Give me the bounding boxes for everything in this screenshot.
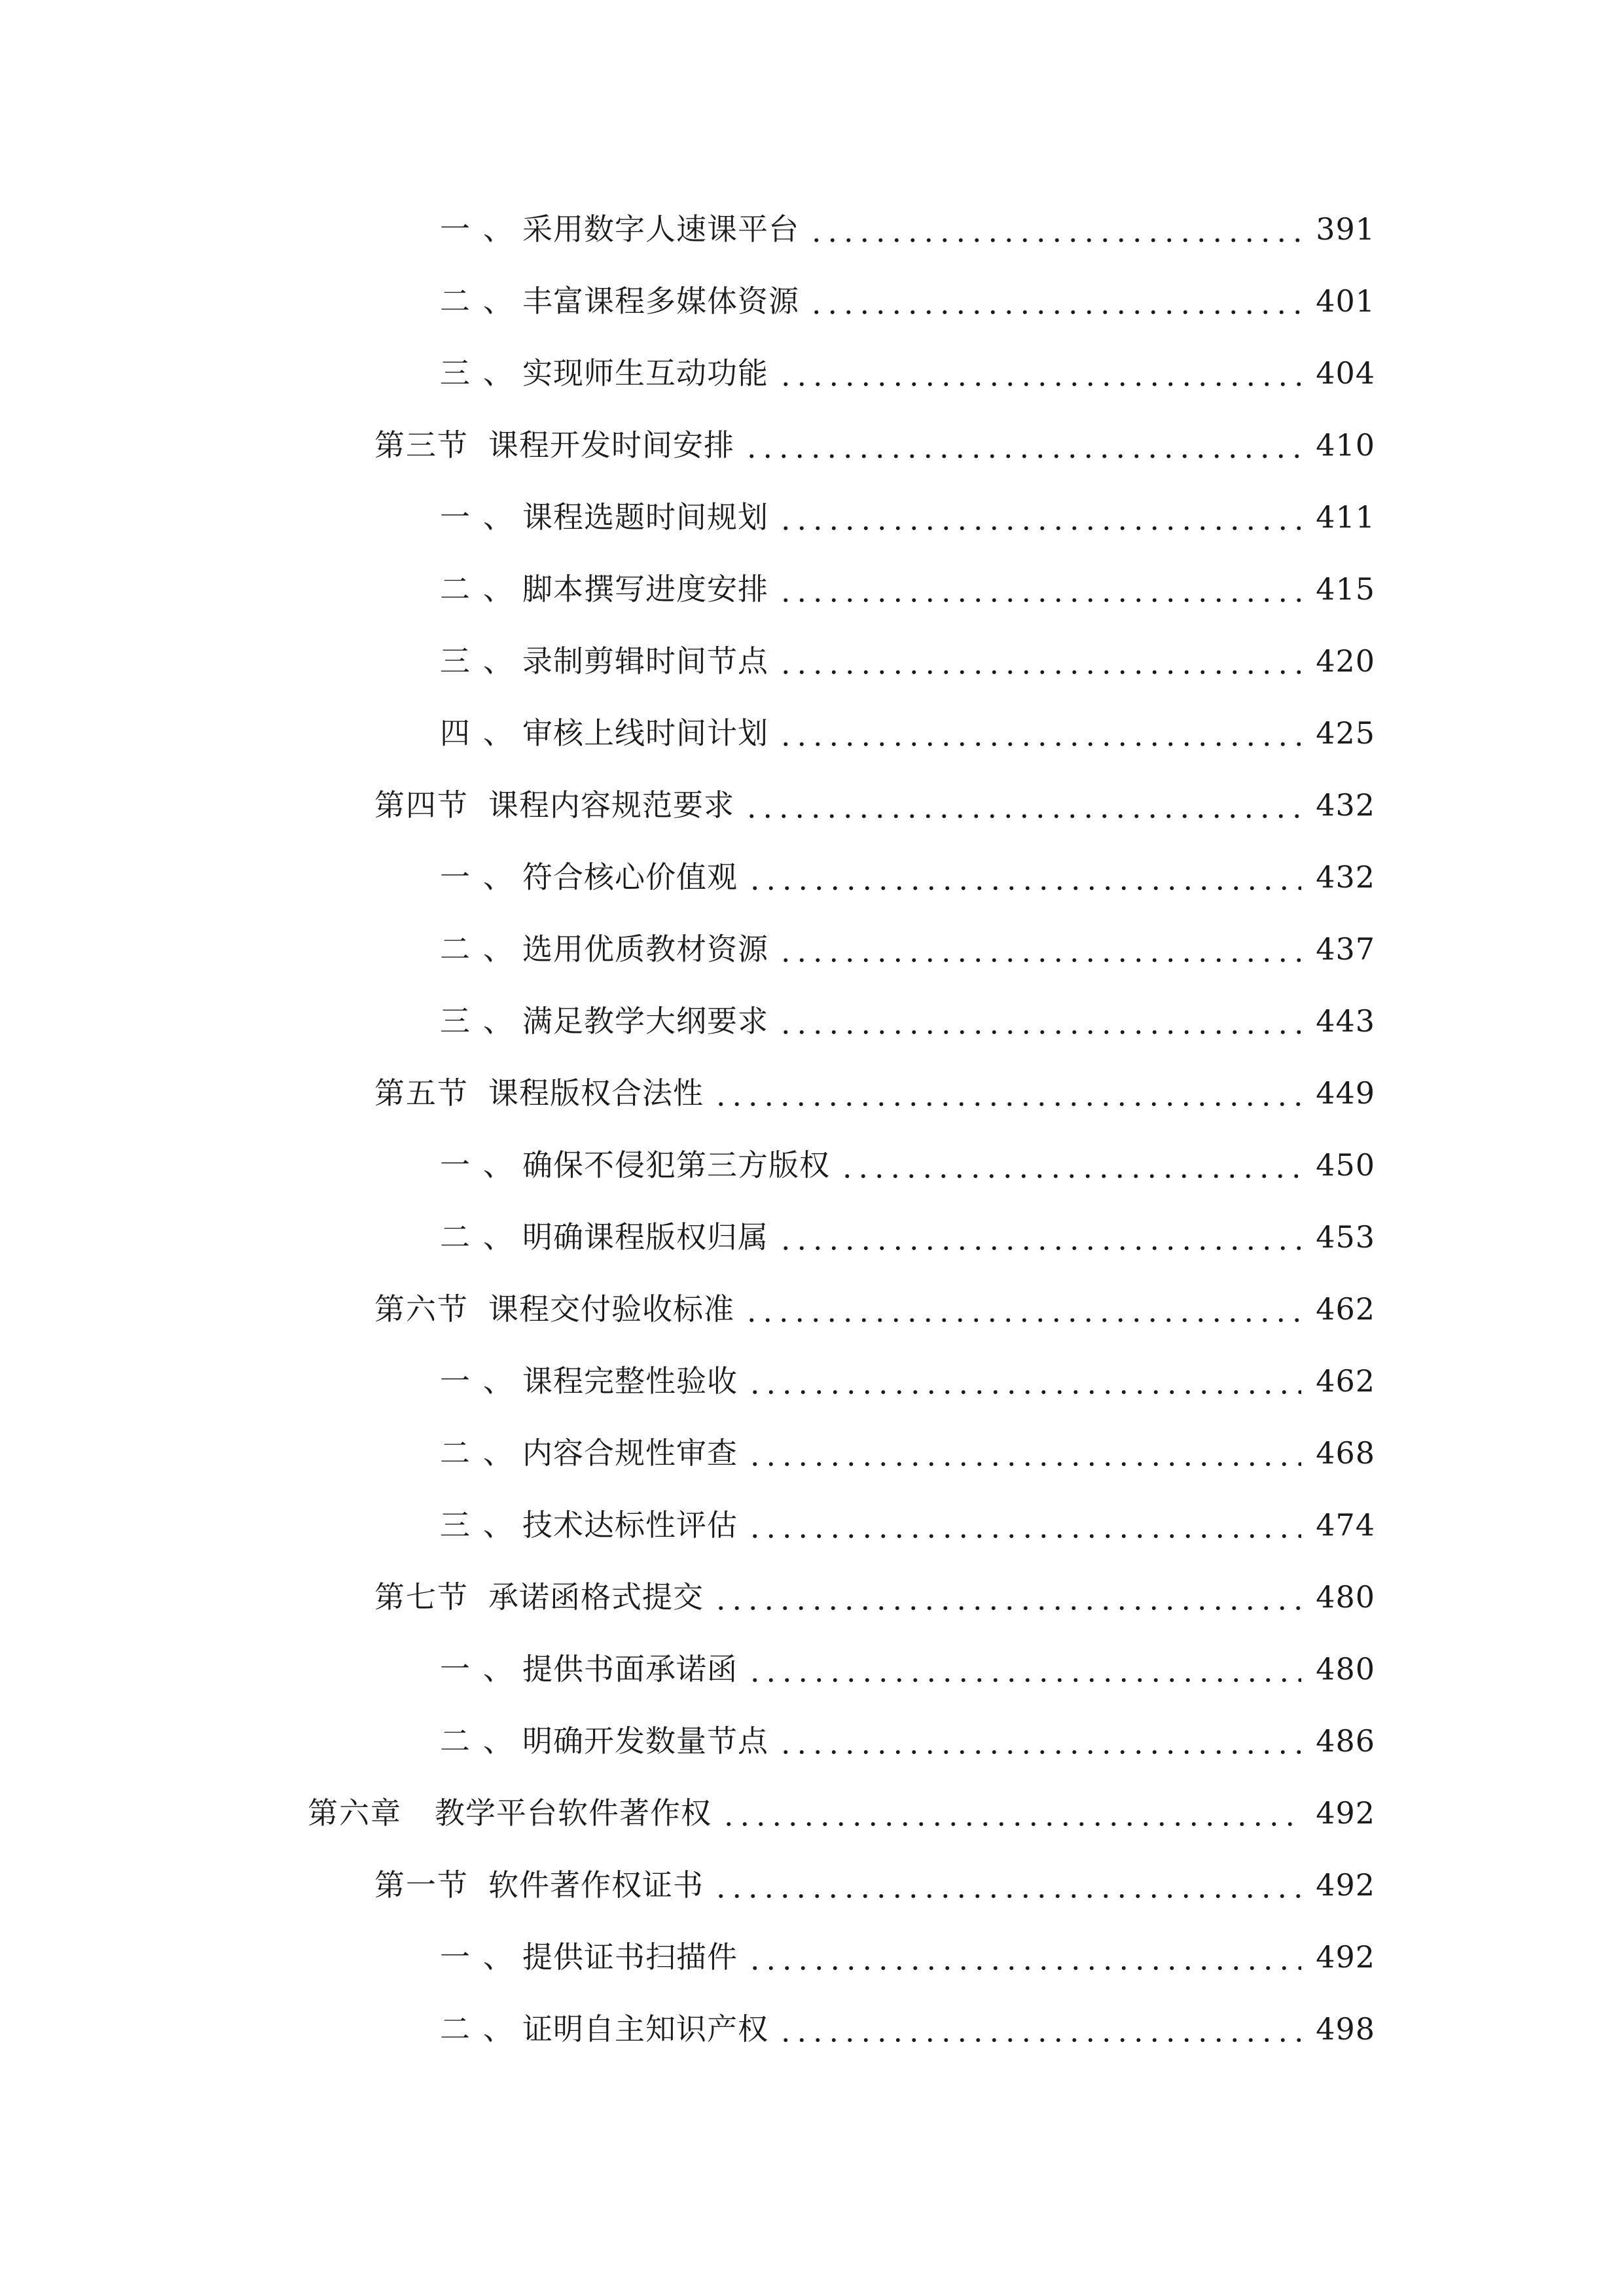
toc-entry-title: 课程选题时间规划 <box>522 499 768 535</box>
toc-entry-page: 480 <box>1316 1579 1375 1615</box>
toc-entry-separator: 、 <box>483 859 513 895</box>
toc-entry-number: 二 <box>440 1723 471 1759</box>
toc-entry-page: 480 <box>1316 1651 1375 1687</box>
toc-entry[interactable] <box>440 278 1375 324</box>
toc-entry-title: 满足教学大纲要求 <box>522 1003 768 1039</box>
toc-entry-separator: 、 <box>483 1219 513 1255</box>
toc-entry-page: 391 <box>1316 211 1375 247</box>
toc-entry-number: 二 <box>440 283 471 319</box>
toc-entry[interactable] <box>440 1358 1375 1404</box>
toc-entry-title: 承诺函格式提交 <box>488 1579 704 1615</box>
toc-entry-title: 课程交付验收标准 <box>488 1291 734 1327</box>
toc-entry-page: 449 <box>1316 1075 1375 1111</box>
toc-entry-number: 一 <box>440 859 471 895</box>
toc-entry[interactable] <box>440 638 1375 684</box>
toc-entry-page: 420 <box>1316 643 1375 679</box>
toc-entry-number: 第四节 <box>374 787 469 823</box>
toc-entry-number: 第三节 <box>374 427 469 463</box>
toc-entry-separator: 、 <box>483 211 513 247</box>
toc-entry-page: 450 <box>1316 1147 1375 1183</box>
toc-entry-title: 审核上线时间计划 <box>522 715 768 751</box>
toc-entry-number: 二 <box>440 1435 471 1471</box>
toc-entry-page: 432 <box>1316 787 1375 823</box>
toc-entry[interactable] <box>440 1502 1375 1548</box>
toc-entry-page: 468 <box>1316 1435 1375 1471</box>
toc-entry-separator: 、 <box>483 1435 513 1471</box>
toc-entry-number: 二 <box>440 1219 471 1255</box>
toc-entry-page: 404 <box>1316 355 1375 391</box>
dot-leader <box>747 1502 1301 1548</box>
dot-leader <box>747 854 1301 900</box>
toc-entry-title: 符合核心价值观 <box>522 859 738 895</box>
toc-entry-page: 432 <box>1316 859 1375 895</box>
toc-entry[interactable] <box>374 782 1375 828</box>
toc-entry-page: 492 <box>1316 1939 1375 1975</box>
dot-leader <box>713 1070 1301 1116</box>
toc-entry-separator: 、 <box>483 1363 513 1399</box>
dot-leader <box>778 998 1301 1044</box>
dot-leader <box>778 494 1301 540</box>
toc-entry[interactable] <box>308 1790 1375 1836</box>
toc-entry-title: 技术达标性评估 <box>522 1507 738 1543</box>
toc-entry[interactable] <box>440 494 1375 540</box>
toc-entry[interactable] <box>440 1430 1375 1476</box>
toc-entry-title: 录制剪辑时间节点 <box>522 643 768 679</box>
toc-entry[interactable] <box>440 1214 1375 1260</box>
toc-entry[interactable] <box>374 1862 1375 1908</box>
toc-entry-separator: 、 <box>483 1723 513 1759</box>
toc-entry-number: 第一节 <box>374 1867 469 1903</box>
toc-entry-title: 课程开发时间安排 <box>488 427 734 463</box>
toc-entry-title: 提供证书扫描件 <box>522 1939 738 1975</box>
toc-entry-number: 一 <box>440 1651 471 1687</box>
toc-entry[interactable] <box>440 710 1375 756</box>
dot-leader <box>778 710 1301 756</box>
toc-entry-title: 选用优质教材资源 <box>522 931 768 967</box>
dot-leader <box>778 566 1301 612</box>
dot-leader <box>778 926 1301 972</box>
toc-entry-separator: 、 <box>483 499 513 535</box>
toc-entry-title: 内容合规性审查 <box>522 1435 738 1471</box>
dot-leader <box>839 1142 1301 1188</box>
toc-entry[interactable] <box>440 1934 1375 1980</box>
toc-entry[interactable] <box>374 422 1375 468</box>
toc-entry-number: 一 <box>440 499 471 535</box>
toc-entry-page: 492 <box>1316 1867 1375 1903</box>
toc-entry-title: 课程完整性验收 <box>522 1363 738 1399</box>
toc-entry-number: 三 <box>440 355 471 391</box>
toc-entry-page: 498 <box>1316 2011 1375 2047</box>
toc-entry-separator: 、 <box>483 1147 513 1183</box>
dot-leader <box>808 278 1301 324</box>
toc-entry[interactable] <box>440 1646 1375 1692</box>
toc-entry-page: 492 <box>1316 1795 1375 1831</box>
toc-entry-page: 462 <box>1316 1291 1375 1327</box>
toc-entry-number: 二 <box>440 931 471 967</box>
toc-entry[interactable] <box>440 854 1375 900</box>
toc-entry-number: 三 <box>440 1003 471 1039</box>
toc-entry[interactable] <box>440 1142 1375 1188</box>
dot-leader <box>713 1574 1301 1620</box>
toc-entry-title: 丰富课程多媒体资源 <box>522 283 799 319</box>
toc-entry-number: 一 <box>440 1939 471 1975</box>
toc-entry-separator: 、 <box>483 355 513 391</box>
toc-entry-number: 二 <box>440 571 471 607</box>
toc-entry-separator: 、 <box>483 931 513 967</box>
toc-entry-page: 411 <box>1316 499 1375 535</box>
dot-leader <box>747 1430 1301 1476</box>
toc-entry-page: 410 <box>1316 427 1375 463</box>
toc-entry-separator: 、 <box>483 1939 513 1975</box>
toc-entry-page: 462 <box>1316 1363 1375 1399</box>
toc-entry[interactable] <box>440 926 1375 972</box>
dot-leader <box>747 1646 1301 1692</box>
dot-leader <box>744 422 1301 468</box>
dot-leader <box>778 350 1301 396</box>
toc-entry-page: 415 <box>1316 571 1375 607</box>
toc-entry-title: 提供书面承诺函 <box>522 1651 738 1687</box>
toc-entry-separator: 、 <box>483 283 513 319</box>
toc-entry-title: 课程内容规范要求 <box>488 787 734 823</box>
dot-leader <box>778 2006 1301 2052</box>
dot-leader <box>747 1934 1301 1980</box>
toc-entry[interactable] <box>440 1718 1375 1764</box>
toc-entry[interactable] <box>374 1070 1375 1116</box>
toc-entry-page: 425 <box>1316 715 1375 751</box>
toc-entry-title: 教学平台软件著作权 <box>435 1795 712 1831</box>
toc-entry-separator: 、 <box>483 643 513 679</box>
toc-entry-title: 明确开发数量节点 <box>522 1723 768 1759</box>
toc-entry-number: 第六节 <box>374 1291 469 1327</box>
dot-leader <box>778 1718 1301 1764</box>
toc-entry-page: 453 <box>1316 1219 1375 1255</box>
toc-entry-page: 401 <box>1316 283 1375 319</box>
toc-entry-title: 课程版权合法性 <box>488 1075 704 1111</box>
toc-entry-number: 第七节 <box>374 1579 469 1615</box>
toc-entry-separator: 、 <box>483 1003 513 1039</box>
toc-entry-title: 采用数字人速课平台 <box>522 211 799 247</box>
toc-entry[interactable] <box>440 998 1375 1044</box>
toc-entry-page: 437 <box>1316 931 1375 967</box>
toc-entry[interactable] <box>440 566 1375 612</box>
toc-entry-title: 明确课程版权归属 <box>522 1219 768 1255</box>
toc-entry-separator: 、 <box>483 715 513 751</box>
toc-entry-title: 软件著作权证书 <box>488 1867 704 1903</box>
toc-entry-page: 486 <box>1316 1723 1375 1759</box>
toc-entry-number: 一 <box>440 211 471 247</box>
toc-entry[interactable] <box>374 1286 1375 1332</box>
dot-leader <box>808 206 1301 252</box>
toc-entry-separator: 、 <box>483 1507 513 1543</box>
toc-entry-separator: 、 <box>483 1651 513 1687</box>
dot-leader <box>744 1286 1301 1332</box>
toc-entry[interactable] <box>440 206 1375 252</box>
toc-entry-number: 第六章 <box>308 1795 402 1831</box>
dot-leader <box>713 1862 1301 1908</box>
toc-entry-number: 一 <box>440 1363 471 1399</box>
toc-entry-number: 三 <box>440 1507 471 1543</box>
toc-entry-title: 确保不侵犯第三方版权 <box>522 1147 830 1183</box>
toc-entry[interactable] <box>440 350 1375 396</box>
toc-entry-title: 脚本撰写进度安排 <box>522 571 768 607</box>
dot-leader <box>778 1214 1301 1260</box>
dot-leader <box>744 782 1301 828</box>
toc-entry[interactable] <box>440 2006 1375 2052</box>
toc-entry-page: 443 <box>1316 1003 1375 1039</box>
toc-entry-number: 一 <box>440 1147 471 1183</box>
toc-entry-separator: 、 <box>483 571 513 607</box>
toc-entry[interactable] <box>374 1574 1375 1620</box>
toc-entry-title: 实现师生互动功能 <box>522 355 768 391</box>
toc-entry-number: 三 <box>440 643 471 679</box>
toc-entry-page: 474 <box>1316 1507 1375 1543</box>
dot-leader <box>778 638 1301 684</box>
toc-entry-number: 二 <box>440 2011 471 2047</box>
toc-entry-number: 四 <box>440 715 471 751</box>
toc-entry-number: 第五节 <box>374 1075 469 1111</box>
toc-entry-title: 证明自主知识产权 <box>522 2011 768 2047</box>
dot-leader <box>721 1790 1301 1836</box>
toc-entry-separator: 、 <box>483 2011 513 2047</box>
dot-leader <box>747 1358 1301 1404</box>
